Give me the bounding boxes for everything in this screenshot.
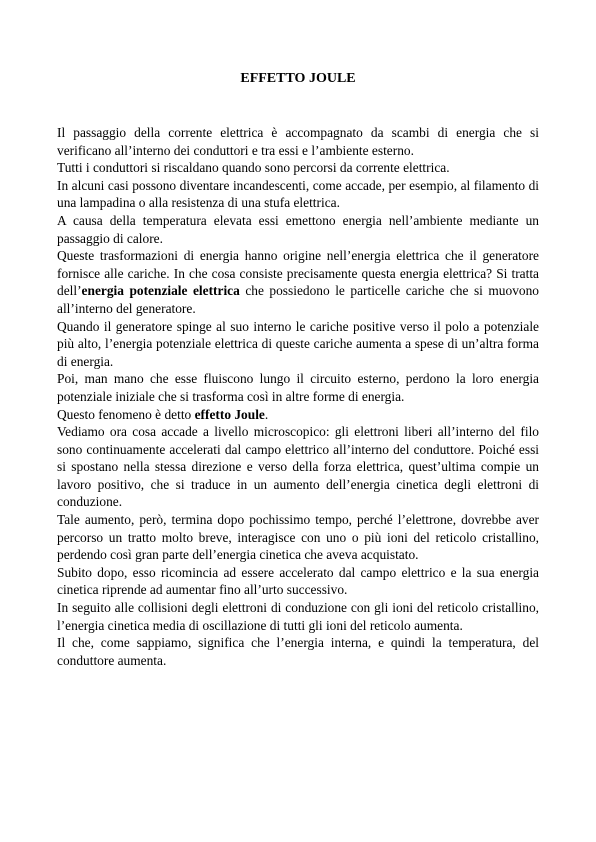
paragraph-text: Questo fenomeno è detto (57, 406, 195, 422)
paragraph-text: . (264, 406, 269, 422)
document-body (57, 124, 539, 669)
paragraph: Tutti i conduttori si riscaldano quando sono percorsi da corrente elettrica. (57, 160, 450, 176)
paragraph: Subito dopo, esso ricomincia ad essere accelerato dal campo elettrico e la sua energia cinetica riprende ad aumentar fino all’urto successivo. (57, 564, 539, 598)
document-title: EFFETTO JOULE (240, 71, 356, 86)
paragraph (57, 406, 539, 424)
paragraph-text: che possiedono le particelle cariche che si muovono all’interno del generatore. (57, 283, 539, 316)
paragraph: Tale aumento, però, termina dopo pochissimo tempo, perché l’elettrone, dovrebbe aver percorso un tratto molto breve, interagisce con uno o più ioni del reticolo cristallino, perdendo così gran parte dell’energia cinetica che aveva acquistato. (57, 512, 539, 563)
paragraph (57, 247, 539, 317)
paragraph: Vediamo ora cosa accade a livello microscopico: gli elettroni liberi all’interno del filo sono continuamente accelerati dal campo elettrico all’interno del conduttore. Poiché essi si spostano nella stessa direzione e verso della forza elettrica, quest’ultima compie un lavoro positivo, che si traduce in un aumento dell’energia cinetica degli elettroni di conduzione. (57, 424, 539, 510)
paragraph: In seguito alle collisioni degli elettroni di conduzione con gli ioni del reticolo cristallino, l’energia cinetica media di oscillazione di tutti gli ioni del reticolo aumenta. (57, 600, 539, 633)
paragraph: In alcuni casi possono diventare incandescenti, come accade, per esempio, al filamento di una lampadina o alla resistenza di una stufa elettrica. (57, 177, 539, 211)
paragraph: Il che, come sappiamo, significa che l’energia interna, e quindi la temperatura, del conduttore aumenta. (57, 635, 539, 668)
bold-term: energia potenziale elettrica (81, 283, 240, 299)
paragraph-text: Queste trasformazioni di energia hanno origine nell’energia elettrica che il generatore fornisce alle cariche. In che cosa consiste precisamente questa energia elettrica? Si tratta dell’ (57, 248, 539, 299)
paragraph: Quando il generatore spinge al suo interno le cariche positive verso il polo a potenziale più alto, l’energia potenziale elettrica di queste cariche aumenta a spese di un’altra forma di energia. (57, 318, 539, 369)
paragraph: A causa della temperatura elevata essi emettono energia nell’ambiente mediante un passaggio di calore. (57, 212, 539, 246)
bold-term: effetto Joule (194, 406, 265, 422)
paragraph: Il passaggio della corrente elettrica è accompagnato da scambi di energia che si verificano all’interno dei conduttori e tra essi e l’ambiente esterno. (57, 125, 539, 158)
paragraph: Poi, man mano che esse fluiscono lungo il circuito esterno, perdono la loro energia potenziale iniziale che si trasforma così in altre forme di energia. (57, 371, 539, 404)
